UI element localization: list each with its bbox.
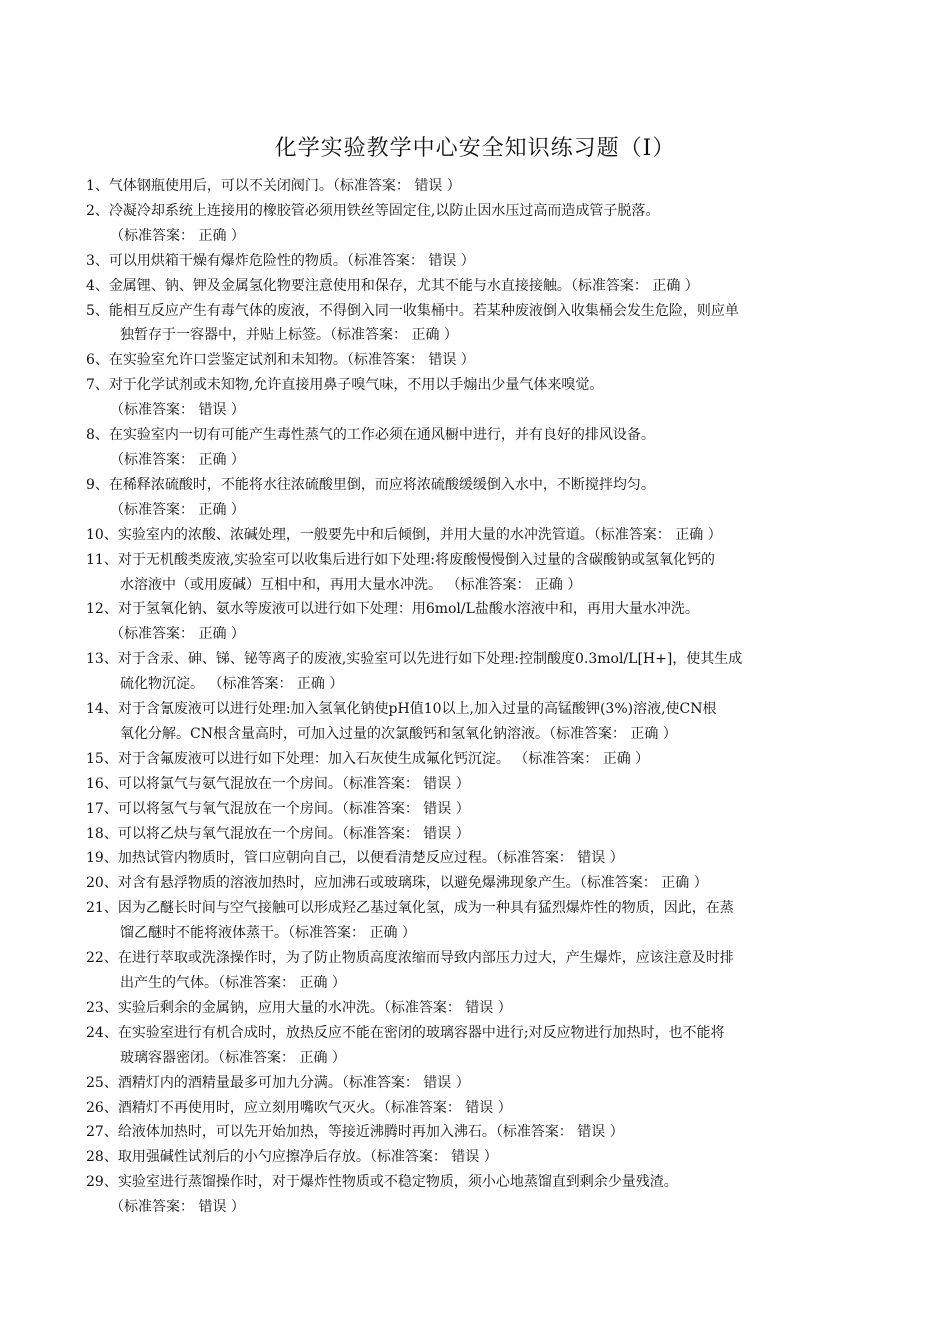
question-text-continued: 玻璃容器密闭。（标准答案： 正确 ） xyxy=(120,1049,346,1066)
question-item xyxy=(86,697,842,747)
question-text: 26、酒精灯不再使用时，应立刻用嘴吹气灭火。（标准答案： 错误 ） xyxy=(86,1099,512,1116)
question-text: 19、加热试管内物质时，管口应朝向自己，以便看清楚反应过程。（标准答案： 错误 ） xyxy=(86,850,624,867)
question-item xyxy=(86,1145,842,1170)
question-item xyxy=(86,597,842,647)
answer-text: （标准答案： 正确 ） xyxy=(110,501,245,518)
question-text: 16、可以将氯气与氨气混放在一个房间。（标准答案： 错误 ） xyxy=(86,775,470,792)
question-text: 21、因为乙醚长时间与空气接触可以形成羟乙基过氧化氢，成为一种具有猛烈爆炸性的物质，因此，在蒸 xyxy=(86,900,734,917)
question-item xyxy=(86,1071,842,1096)
question-text: 3、可以用烘箱干燥有爆炸危险性的物质。（标准答案： 错误 ） xyxy=(86,252,475,269)
question-item xyxy=(86,274,842,299)
question-text: 22、在进行萃取或洗涤操作时，为了防止物质高度浓缩而导致内部压力过大，产生爆炸，应该注意及时排 xyxy=(86,950,734,967)
question-text: 18、可以将乙炔与氧气混放在一个房间。（标准答案： 错误 ） xyxy=(86,825,470,842)
question-item xyxy=(86,1120,842,1145)
question-item xyxy=(86,946,842,996)
question-item xyxy=(86,1096,842,1121)
answer-text: （标准答案： 错误 ） xyxy=(110,402,245,419)
question-item xyxy=(86,822,842,847)
question-text: 2、冷凝冷却系统上连接用的橡胶管必须用铁丝等固定住,以防止因水压过高而造成管子脱落。 xyxy=(86,202,660,219)
answer-text: （标准答案： 正确 ） xyxy=(110,626,245,643)
question-item xyxy=(86,647,842,697)
question-text: 7、对于化学试剂或未知物,允许直接用鼻子嗅气味，不用以手煽出少量气体来嗅觉。 xyxy=(86,377,604,394)
question-item xyxy=(86,846,842,871)
question-text-continued: 水溶液中（或用废碱）互相中和，再用大量水冲洗。 （标准答案： 正确 ） xyxy=(120,576,582,593)
question-text: 27、给液体加热时，可以先开始加热，等接近沸腾时再加入沸石。（标准答案： 错误 ） xyxy=(86,1124,624,1141)
question-item xyxy=(86,548,842,598)
question-text-continued: 出产生的气体。（标准答案： 正确 ） xyxy=(120,975,346,991)
question-text: 13、对于含汞、砷、锑、铋等离子的废液,实验室可以先进行如下处理:控制酸度0.3mol/L[H+]，使其生成 xyxy=(86,651,743,668)
answer-text: （标准答案： 正确 ） xyxy=(110,451,245,468)
question-text: 6、在实验室允许口尝鉴定试剂和未知物。（标准答案： 错误 ） xyxy=(86,352,475,369)
question-item xyxy=(86,423,842,473)
question-text: 14、对于含氰废液可以进行处理:加入氢氧化钠使pH值10以上,加入过量的高锰酸钾(3%)溶液,使CN根 xyxy=(86,701,717,718)
page-title: 化学实验教学中心安全知识练习题（I） xyxy=(274,136,676,161)
question-text: 17、可以将氢气与氧气混放在一个房间。（标准答案： 错误 ） xyxy=(86,800,470,817)
question-item xyxy=(86,797,842,822)
question-text-continued: 馏乙醚时不能将液体蒸干。（标准答案： 正确 ） xyxy=(120,925,416,942)
question-item xyxy=(86,1170,842,1220)
question-text: 12、对于氢氧化钠、氨水等废液可以进行如下处理：用6mol/L盐酸水溶液中和，再用大量水冲洗。 xyxy=(86,601,699,618)
question-text: 29、实验室进行蒸馏操作时，对于爆炸性物质或不稳定物质，须小心地蒸馏直到剩余少量残渣。 xyxy=(86,1174,678,1191)
question-item xyxy=(86,348,842,373)
question-item xyxy=(86,996,842,1021)
question-item xyxy=(86,1021,842,1071)
question-text: 8、在实验室内一切有可能产生毒性蒸气的工作必须在通风橱中进行，并有良好的排风设备。 xyxy=(86,427,655,444)
question-item xyxy=(86,772,842,797)
question-text: 25、酒精灯内的酒精量最多可加九分满。（标准答案： 错误 ） xyxy=(86,1074,470,1091)
question-text-continued: 氧化分解。CN根含量高时，可加入过量的次氯酸钙和氢氧化钠溶液。（标准答案： 正确 ） xyxy=(120,725,677,742)
question-item xyxy=(86,299,842,349)
question-text-continued: 独暂存于一容器中，并贴上标签。（标准答案： 正确 ） xyxy=(120,327,458,344)
question-text-continued: 硫化物沉淀。 （标准答案： 正确 ） xyxy=(120,676,344,693)
question-text: 23、实验后剩余的金属钠，应用大量的水冲洗。（标准答案： 错误 ） xyxy=(86,999,512,1016)
question-text: 5、能相互反应产生有毒气体的废液，不得倒入同一收集桶中。若某种废液倒入收集桶会发生危险，则应单 xyxy=(86,302,739,319)
question-item xyxy=(86,373,842,423)
question-item xyxy=(86,523,842,548)
question-item xyxy=(86,249,842,274)
question-text: 9、在稀释浓硫酸时，不能将水往浓硫酸里倒，而应将浓硫酸缓缓倒入水中，不断搅拌均匀。 xyxy=(86,476,655,493)
question-item xyxy=(86,174,842,199)
question-item xyxy=(86,896,842,946)
question-item xyxy=(86,871,842,896)
answer-text: （标准答案： 正确 ） xyxy=(110,227,245,244)
question-item xyxy=(86,747,842,772)
question-text: 20、对含有悬浮物质的溶液加热时，应加沸石或玻璃珠，以避免爆沸现象产生。（标准答案： 正确 ） xyxy=(86,875,708,892)
question-text: 24、在实验室进行有机合成时，放热反应不能在密闭的玻璃容器中进行;对反应物进行加热时，也不能将 xyxy=(86,1024,725,1041)
question-list xyxy=(86,174,842,1220)
question-text: 15、对于含氟废液可以进行如下处理：加入石灰使生成氟化钙沉淀。 （标准答案： 正确 ） xyxy=(86,750,650,767)
answer-text: （标准答案： 错误 ） xyxy=(110,1199,245,1216)
question-text: 10、实验室内的浓酸、浓碱处理，一般要先中和后倾倒，并用大量的水冲洗管道。（标准答案： 正确 ） xyxy=(86,526,722,543)
question-text: 1、气体钢瓶使用后，可以不关闭阀门。（标准答案： 错误 ） xyxy=(86,178,461,194)
question-item xyxy=(86,473,842,523)
question-text: 4、金属锂、钠、钾及金属氢化物要注意使用和保存，尤其不能与水直接接触。（标准答案： 正确 ） xyxy=(86,277,699,294)
question-item xyxy=(86,199,842,249)
question-text: 28、取用强碱性试剂后的小勺应擦净后存放。（标准答案： 错误 ） xyxy=(86,1149,498,1166)
question-text: 11、对于无机酸类废液,实验室可以收集后进行如下处理:将废酸慢慢倒入过量的含碳酸钠或氢氧化钙的 xyxy=(86,551,715,568)
